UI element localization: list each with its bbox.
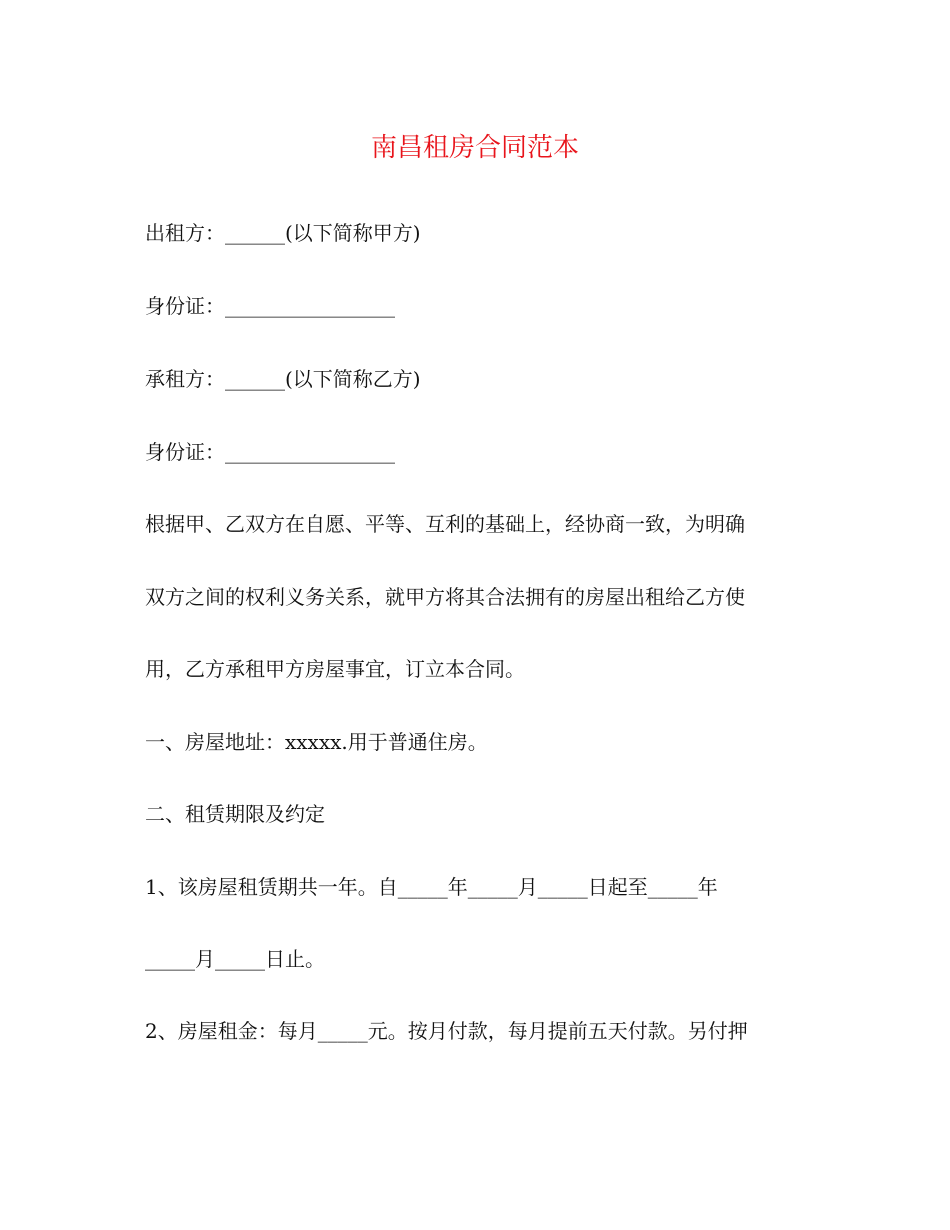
clause-2-heading: 二、租赁期限及约定 [145, 802, 325, 826]
clause-2-2-rent: 2、房屋租金：每月_____元。按月付款，每月提前五天付款。另付押 [145, 1019, 748, 1043]
lessor-line: 出租方：______(以下简称甲方) [145, 221, 421, 245]
preamble-line-2: 双方之间的权利义务关系，就甲方将其合法拥有的房屋出租给乙方使 [145, 585, 745, 609]
lessee-line: 承租方：______(以下简称乙方) [145, 367, 421, 391]
clause-2-1-line-2: _____月_____日止。 [145, 947, 325, 971]
preamble-line-3: 用，乙方承租甲方房屋事宜，订立本合同。 [145, 657, 525, 681]
clause-2-1-line-1: 1、该房屋租赁期共一年。自_____年_____月_____日起至_____年 [145, 875, 718, 899]
preamble-line-1: 根据甲、乙双方在自愿、平等、互利的基础上，经协商一致，为明确 [145, 512, 745, 536]
document-title: 南昌租房合同范本 [370, 133, 579, 163]
lessee-id-line: 身份证：_________________ [145, 440, 395, 464]
clause-1-address: 一、房屋地址：xxxxx.用于普通住房。 [145, 730, 488, 754]
lessor-id-line: 身份证：_________________ [145, 294, 395, 318]
